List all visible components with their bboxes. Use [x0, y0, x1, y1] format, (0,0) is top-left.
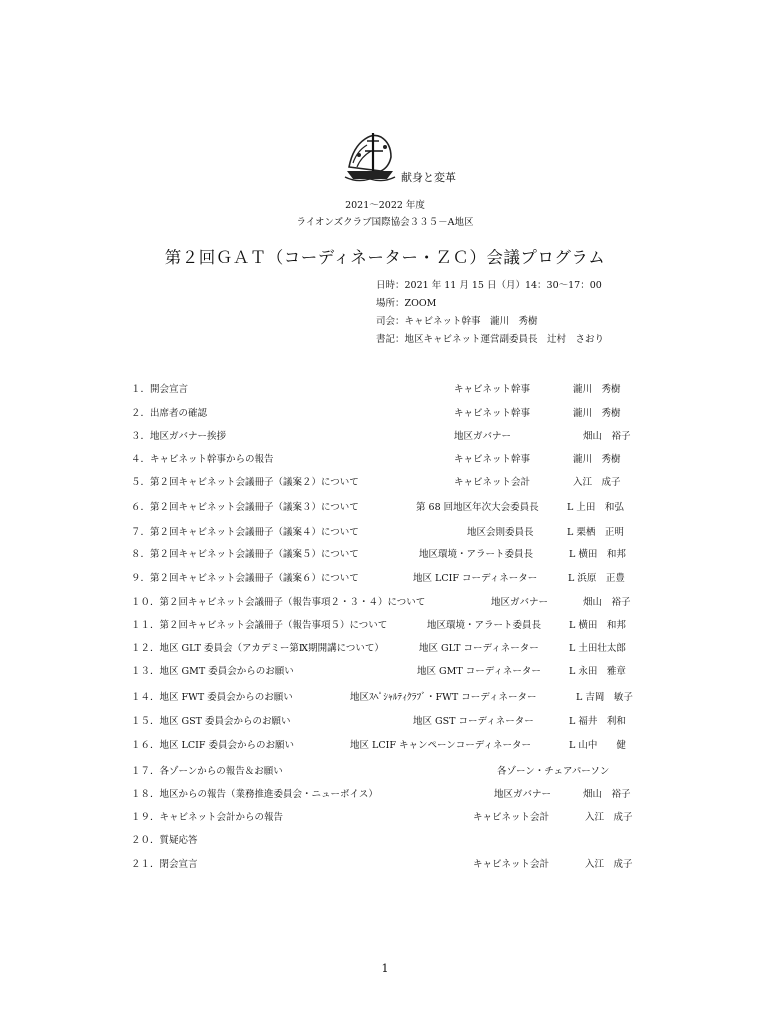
motto: 献身と変革	[401, 171, 456, 184]
agenda-row	[131, 405, 641, 421]
agenda-row	[131, 832, 641, 848]
agenda-row	[131, 451, 641, 467]
agenda-row	[131, 663, 641, 679]
agenda-item: １０．第２回キャビネット会議冊子（報告事項２・３・４）について	[131, 597, 426, 608]
agenda-name: 瀧川 秀樹	[573, 454, 621, 465]
agenda-name: L 浜原 正豊	[568, 573, 625, 584]
agenda-role: キャビネット会計	[473, 812, 550, 823]
agenda-row	[131, 737, 641, 753]
agenda-name: L 吉岡 敏子	[576, 692, 633, 703]
agenda-role: キャビネット会計	[454, 477, 531, 488]
agenda-role: 第 68 回地区年次大会委員長	[416, 502, 539, 513]
agenda-row	[131, 809, 641, 825]
agenda-name: L 横田 和邦	[569, 620, 626, 631]
agenda-name: L 永田 雅章	[569, 666, 626, 677]
agenda-name: 入江 成子	[585, 859, 633, 870]
agenda-name: L 横田 和邦	[569, 549, 626, 560]
agenda-item: １２．地区 GLT 委員会（アカデミー第Ⅸ期開講について）	[131, 643, 384, 654]
agenda-role: 地区環境・アラート委員長	[419, 549, 534, 560]
agenda-role: 各ゾーン・チェアパーソン	[497, 766, 610, 777]
agenda-role: 地区ガバナー	[494, 789, 552, 800]
agenda-item: ６．第２回キャビネット会議冊子（議案３）について	[131, 502, 359, 513]
agenda-row	[131, 856, 641, 872]
agenda-name: 畑山 裕子	[583, 597, 631, 608]
agenda-row	[131, 474, 641, 490]
agenda-name: 畑山 裕子	[583, 789, 631, 800]
fiscal-year: 2021～2022 年度	[345, 200, 425, 211]
agenda-row	[131, 640, 641, 656]
agenda-name: L 栗栖 正明	[567, 527, 624, 538]
agenda-row	[131, 786, 641, 802]
agenda-role: 地区 GLT コーディネーター	[419, 643, 539, 654]
agenda-item: １９．キャビネット会計からの報告	[131, 812, 284, 823]
agenda-role: 地区 LCIF コーディネーター	[413, 573, 538, 584]
agenda-name: L 土田壮太郎	[569, 643, 626, 654]
page-number: 1	[381, 962, 389, 975]
agenda-role: キャビネット会計	[473, 859, 550, 870]
agenda-role: 地区 GMT コーディネーター	[417, 666, 541, 677]
agenda-row	[131, 570, 641, 586]
agenda-item: ９．第２回キャビネット会議冊子（議案６）について	[131, 573, 359, 584]
agenda-item: ２．出席者の確認	[131, 408, 208, 419]
agenda-item: １４．地区 FWT 委員会からのお願い	[131, 692, 293, 703]
agenda-name: L 山中 健	[569, 740, 626, 751]
agenda-item: １７．各ゾーンからの報告＆お願い	[131, 766, 283, 777]
agenda-item: １８．地区からの報告（業務推進委員会・ニューボイス）	[131, 789, 378, 800]
agenda-row	[131, 689, 641, 705]
agenda-role: キャビネット幹事	[454, 454, 531, 465]
agenda-role: 地区ｽﾍﾟｼｬﾙﾃｨｸﾗﾌﾞ・FWT コーディネーター	[350, 692, 537, 703]
agenda-item: １６．地区 LCIF 委員会からのお願い	[131, 740, 294, 751]
agenda-item: ２１．閉会宣言	[131, 859, 198, 870]
agenda-row	[131, 763, 641, 779]
agenda-row	[131, 594, 641, 610]
agenda-name: L 福井 利和	[569, 716, 626, 727]
agenda-item: ２０．質疑応答	[131, 835, 198, 846]
agenda-row	[131, 524, 641, 540]
agenda-item: １３．地区 GMT 委員会からのお願い	[131, 666, 294, 677]
agenda-row	[131, 546, 641, 562]
agenda-item: １．開会宣言	[131, 384, 189, 395]
agenda-row	[131, 381, 641, 397]
agenda-name: 入江 成子	[573, 477, 621, 488]
agenda-name: 瀧川 秀樹	[573, 408, 621, 419]
agenda-row	[131, 617, 641, 633]
organization-name: ライオンズクラブ国際協会３３５－A地区	[296, 217, 474, 228]
page-title: 第２回ＧＡＴ（コーディネーター・ＺＣ）会議プログラム	[164, 248, 606, 267]
meta-moderator: 司会：キャビネット幹事 瀧川 秀樹	[376, 316, 538, 327]
agenda-role: 地区 GST コーディネーター	[413, 716, 534, 727]
agenda-role: 地区ガバナー	[491, 597, 549, 608]
agenda-role: 地区ガバナー	[454, 431, 512, 442]
agenda-row	[131, 713, 641, 729]
agenda-item: ５．第２回キャビネット会議冊子（議案２）について	[131, 477, 359, 488]
meta-datetime: 日時：2021 年 11 月 15 日（月）14：30～17：00	[376, 280, 602, 291]
agenda-item: １１．第２回キャビネット会議冊子（報告事項５）について	[131, 620, 388, 631]
lions-emblem-logo	[343, 127, 397, 183]
meta-location: 場所：ZOOM	[376, 298, 437, 309]
agenda-item: １５．地区 GST 委員会からのお願い	[131, 716, 291, 727]
agenda-item: ３．地区ガバナー挨拶	[131, 431, 227, 442]
agenda-role: 地区環境・アラート委員長	[427, 620, 542, 631]
agenda-item: ８．第２回キャビネット会議冊子（議案５）について	[131, 549, 359, 560]
agenda-name: 畑山 裕子	[583, 431, 631, 442]
agenda-role: 地区 LCIF キャンペーンコーディネーター	[350, 740, 532, 751]
agenda-role: 地区会則委員長	[467, 527, 534, 538]
agenda-role: キャビネット幹事	[454, 408, 531, 419]
agenda-row	[131, 499, 641, 515]
meta-secretary: 書記：地区キャビネット運営副委員長 辻村 さおり	[376, 334, 605, 345]
agenda-row	[131, 428, 641, 444]
agenda-item: ７．第２回キャビネット会議冊子（議案４）について	[131, 527, 359, 538]
agenda-name: L 上田 和弘	[567, 502, 624, 513]
agenda-name: 瀧川 秀樹	[573, 384, 621, 395]
agenda-name: 入江 成子	[585, 812, 633, 823]
agenda-item: ４．キャビネット幹事からの報告	[131, 454, 274, 465]
agenda-role: キャビネット幹事	[454, 384, 531, 395]
